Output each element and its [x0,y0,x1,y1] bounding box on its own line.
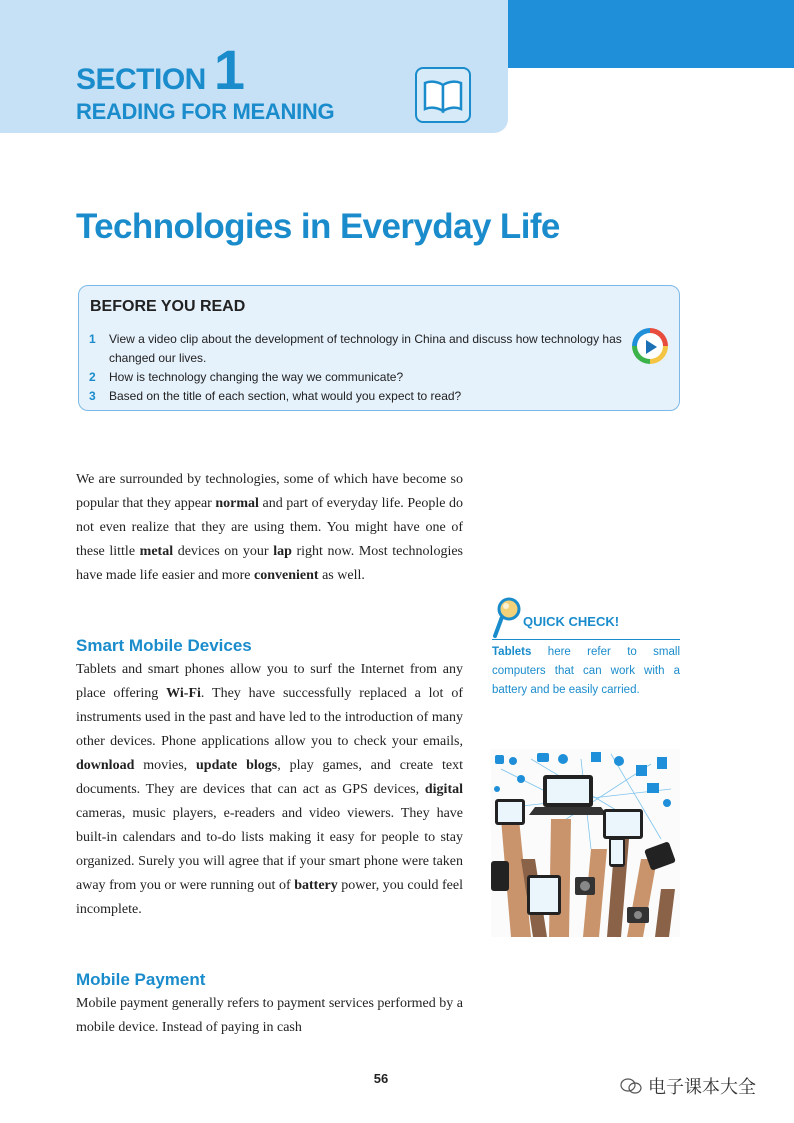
quick-check-title: QUICK CHECK! [523,614,620,629]
list-item [89,330,629,368]
section-word: SECTION [76,63,206,96]
item-text: View a video clip about the development of technology in China and discuss how technology has changed our lives. [109,332,622,365]
before-you-read-box [78,285,680,411]
item-number: 2 [89,370,96,384]
vocab-word: metal [139,544,174,559]
page-title: Technologies in Everyday Life [76,207,560,246]
vocab-word: battery [294,878,338,893]
item-text: How is technology changing the way we communicate? [109,370,404,384]
item-number: 3 [89,389,96,403]
item-number: 1 [89,332,96,346]
before-you-read-list [89,330,629,406]
item-text: Based on the title of each section, what would you expect to read? [109,389,462,403]
vocab-word: update blogs [196,758,278,773]
watermark-text: 电子课本大全 [648,1077,756,1098]
watermark [620,1073,756,1099]
magnifier-icon [492,596,522,640]
smart-devices-paragraph: Tablets and smart phones allow you to surf the Internet from any place offering Wi-Fi. They have successfully replaced a lot of instruments used in the past and have led to the introduction of many other devices. Phone applications allow you to check your emails, download movies, update blogs, play games, and create text documents. They are devices that can act as GPS devices, digital cameras, music players, e-readers and video viewers. They have built-in calendars and to-do lists making it easy for people to stay organized. Surely you will agree that if your smart phone were taken away from you or were running out of battery power, you could feel incomplete. [76,662,463,917]
book-icon [415,67,471,123]
section-heading-mobile-payment: Mobile Payment [76,970,206,989]
vocab-word: digital [424,782,463,797]
list-item [89,368,629,387]
page-number: 56 [373,1071,389,1086]
hands-holding-devices-illustration [491,749,680,937]
quick-check-text: Tablets here refer to small computers that can work with a battery and be easily carried. [492,646,680,696]
section-label [76,38,245,101]
list-item [89,387,629,406]
play-video-icon[interactable] [632,328,668,364]
vocab-word: Wi-Fi [166,686,201,701]
chat-icon [620,1078,642,1094]
mobile-payment-paragraph: Mobile payment generally refers to payment services performed by a mobile device. Instead of paying in cash [76,996,463,1035]
section-subtitle: READING FOR MEANING [76,99,335,124]
intro-paragraph: We are surrounded by technologies, some of which have become so popular that they appear normal and part of everyday life. People do not even realize that they are using them. You might have one of these little metal devices on your lap right now. Most technologies have made life easier and more convenient as well. [76,472,463,583]
vocab-word: lap [273,544,292,559]
vocab-word: normal [215,496,259,511]
header-accent-band [508,0,794,68]
section-heading-smart-devices: Smart Mobile Devices [76,636,252,655]
vocab-word: convenient [254,568,319,583]
section-number: 1 [213,38,245,101]
divider [492,639,680,640]
before-you-read-title: BEFORE YOU READ [90,298,246,315]
vocab-word: download [76,758,135,773]
